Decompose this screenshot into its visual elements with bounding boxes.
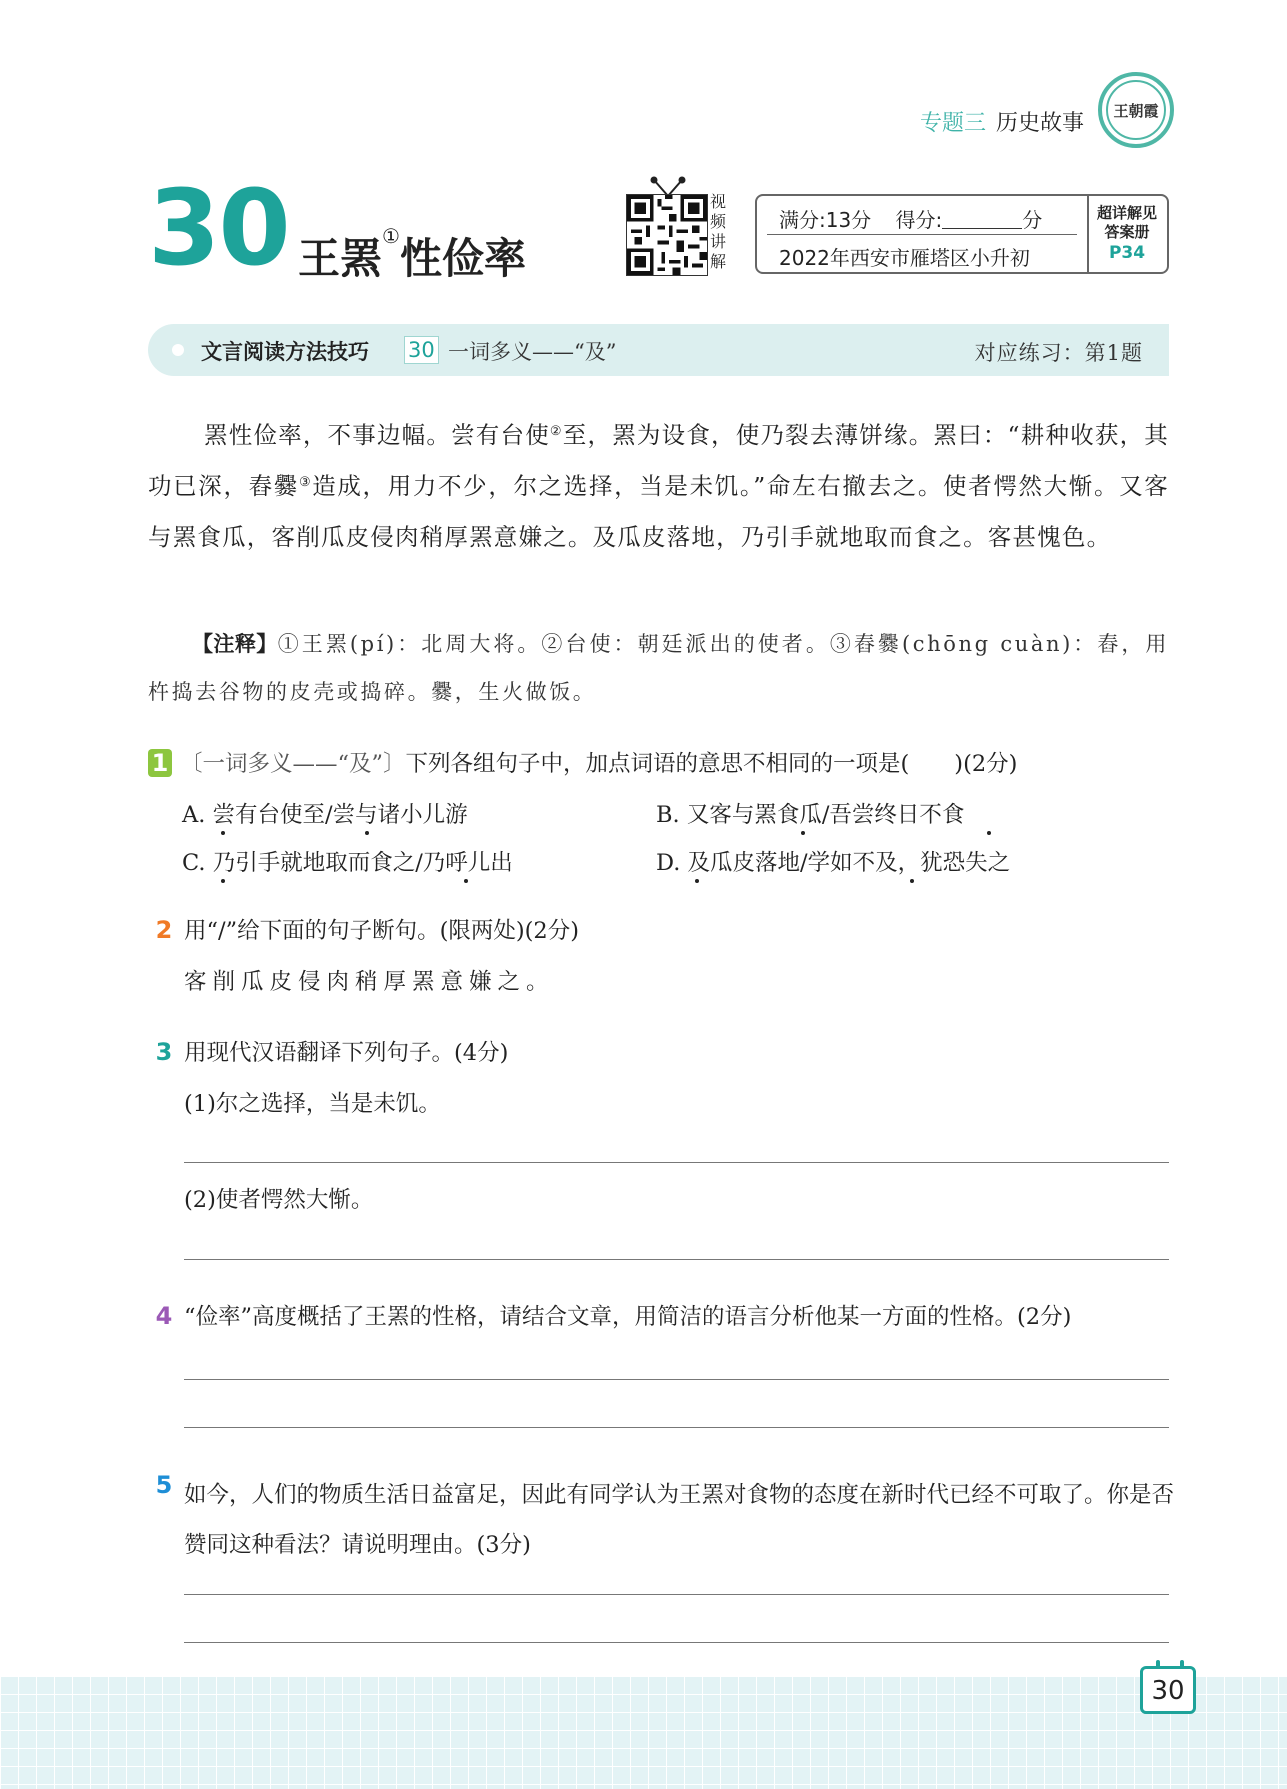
question-1-tag: 〔一词多义——“及”〕 xyxy=(180,751,406,777)
answer-line[interactable] xyxy=(184,1162,1169,1163)
question-3-text: 用现代汉语翻译下列句子。(4分) xyxy=(184,1040,509,1066)
annotations xyxy=(148,620,1169,716)
full-score: 满分:13分 xyxy=(779,208,872,232)
emphasis-dot xyxy=(987,831,991,835)
brand-logo xyxy=(1098,72,1174,148)
answer-line[interactable] xyxy=(184,1427,1169,1428)
emphasis-dot xyxy=(801,831,805,835)
topic-title: 历史故事 xyxy=(995,111,1084,136)
answer-page: P34 xyxy=(1108,243,1146,263)
option-d[interactable]: D. 及瓜皮落地/学如不及，犹恐失之 xyxy=(656,850,1011,876)
emphasis-dot xyxy=(221,831,225,835)
score-info xyxy=(757,196,1089,272)
divider xyxy=(767,234,1077,235)
answer-line[interactable] xyxy=(184,1594,1169,1595)
method-title: 文言阅读方法技巧 xyxy=(201,340,369,364)
score-blank[interactable] xyxy=(942,210,1022,229)
method-practice-ref: 对应练习：第1题 xyxy=(974,341,1143,365)
question-3-part-2: (2)使者愕然大惭。 xyxy=(184,1187,374,1213)
method-topic: 一词多义——“及” xyxy=(448,340,617,364)
topic-header xyxy=(920,106,1084,137)
bullet-icon xyxy=(172,344,184,356)
question-number-3: 3 xyxy=(155,1038,173,1066)
classical-passage xyxy=(148,410,1169,563)
question-3-part-1: (1)尔之选择，当是未饥。 xyxy=(184,1091,441,1117)
annotations-text: ①王罴(pí)：北周大将。②台使：朝廷派出的使者。③舂爨(chōng cuàn)：舂，用杵捣去谷物的皮壳或捣碎。爨，生火做饭。 xyxy=(148,632,1170,704)
emphasis-dot xyxy=(365,831,369,835)
option-c[interactable]: C. 乃引手就地取而食之/乃呼儿出 xyxy=(182,850,513,876)
question-2-sentence[interactable]: 客削瓜皮侵肉稍厚罴意嫌之。 xyxy=(184,969,555,995)
question-number-5: 5 xyxy=(155,1471,173,1499)
question-number-2: 2 xyxy=(155,916,173,944)
exam-source: 2022年西安市雁塔区小升初 xyxy=(779,246,1030,270)
topic-label: 专题三 xyxy=(919,111,986,136)
question-number-1: 1 xyxy=(148,749,172,777)
emphasis-dot xyxy=(695,879,699,883)
lesson-number: 30 xyxy=(148,167,289,289)
got-score-label: 得分: xyxy=(895,208,943,232)
question-1-stem: 下列各组句子中，加点词语的意思不相同的一项是( )(2分) xyxy=(405,751,1018,777)
tv-antenna-icon xyxy=(650,176,686,196)
answer-line[interactable] xyxy=(184,1642,1169,1643)
answer-ref-line2: 答案册 xyxy=(1104,223,1150,241)
method-number: 30 xyxy=(404,336,439,364)
title-main: 王罴 xyxy=(298,234,383,283)
answer-reference xyxy=(1087,196,1167,272)
got-score-unit: 分 xyxy=(1022,208,1043,232)
option-a[interactable]: A. 尝有台使至/尝与诸小儿游 xyxy=(182,802,468,828)
question-number-4: 4 xyxy=(155,1302,173,1330)
emphasis-dot xyxy=(910,879,914,883)
page-number: 30 xyxy=(1140,1666,1196,1714)
answer-line[interactable] xyxy=(184,1379,1169,1380)
question-1-text xyxy=(180,748,1017,780)
answer-ref-line1: 超详解见 xyxy=(1096,204,1157,222)
score-row xyxy=(779,204,1042,233)
emphasis-dot xyxy=(221,879,225,883)
logo-text: 王朝霞 xyxy=(1106,80,1166,140)
annotations-label: 【注释】 xyxy=(192,632,278,656)
title-rest: 性俭率 xyxy=(399,234,526,283)
option-b[interactable]: B. 又客与罴食瓜/吾尝终日不食 xyxy=(656,802,965,828)
question-2-text: 用“/”给下面的句子断句。(限两处)(2分) xyxy=(184,918,580,944)
passage-text-2: 至，罴为设食，使乃裂去薄饼缘。罴曰：“耕种收获，其功已深，舂爨 xyxy=(148,421,1170,500)
footer-grid xyxy=(0,1676,1287,1789)
passage-text-1: 罴性俭率，不事边幅。尝有台使 xyxy=(204,421,550,449)
emphasis-dot xyxy=(464,879,468,883)
question-4-text: “俭率”高度概括了王罴的性格，请结合文章，用简洁的语言分析他某一方面的性格。(2分) xyxy=(184,1304,1072,1330)
score-box xyxy=(755,194,1169,274)
video-explain-label: 视频讲解 xyxy=(710,192,727,271)
footnote-mark-3: ③ xyxy=(298,475,313,490)
lesson-title xyxy=(298,226,526,286)
footnote-mark-2: ② xyxy=(549,424,563,439)
passage-text-3: 造成，用力不少，尔之选择，当是未饥。”命左右撤去之。使者愕然大惭。又客与罴食瓜，客削瓜皮侵肉稍厚罴意嫌之。及瓜皮落地，乃引手就地取而食之。客甚愧色。 xyxy=(148,472,1169,551)
qr-code-icon[interactable] xyxy=(626,194,708,276)
answer-line[interactable] xyxy=(184,1259,1169,1260)
question-5-text: 如今，人们的物质生活日益富足，因此有同学认为王罴对食物的态度在新时代已经不可取了。你是否赞同这种看法？请说明理由。(3分) xyxy=(184,1482,1175,1558)
title-footnote-mark: ① xyxy=(382,224,400,248)
